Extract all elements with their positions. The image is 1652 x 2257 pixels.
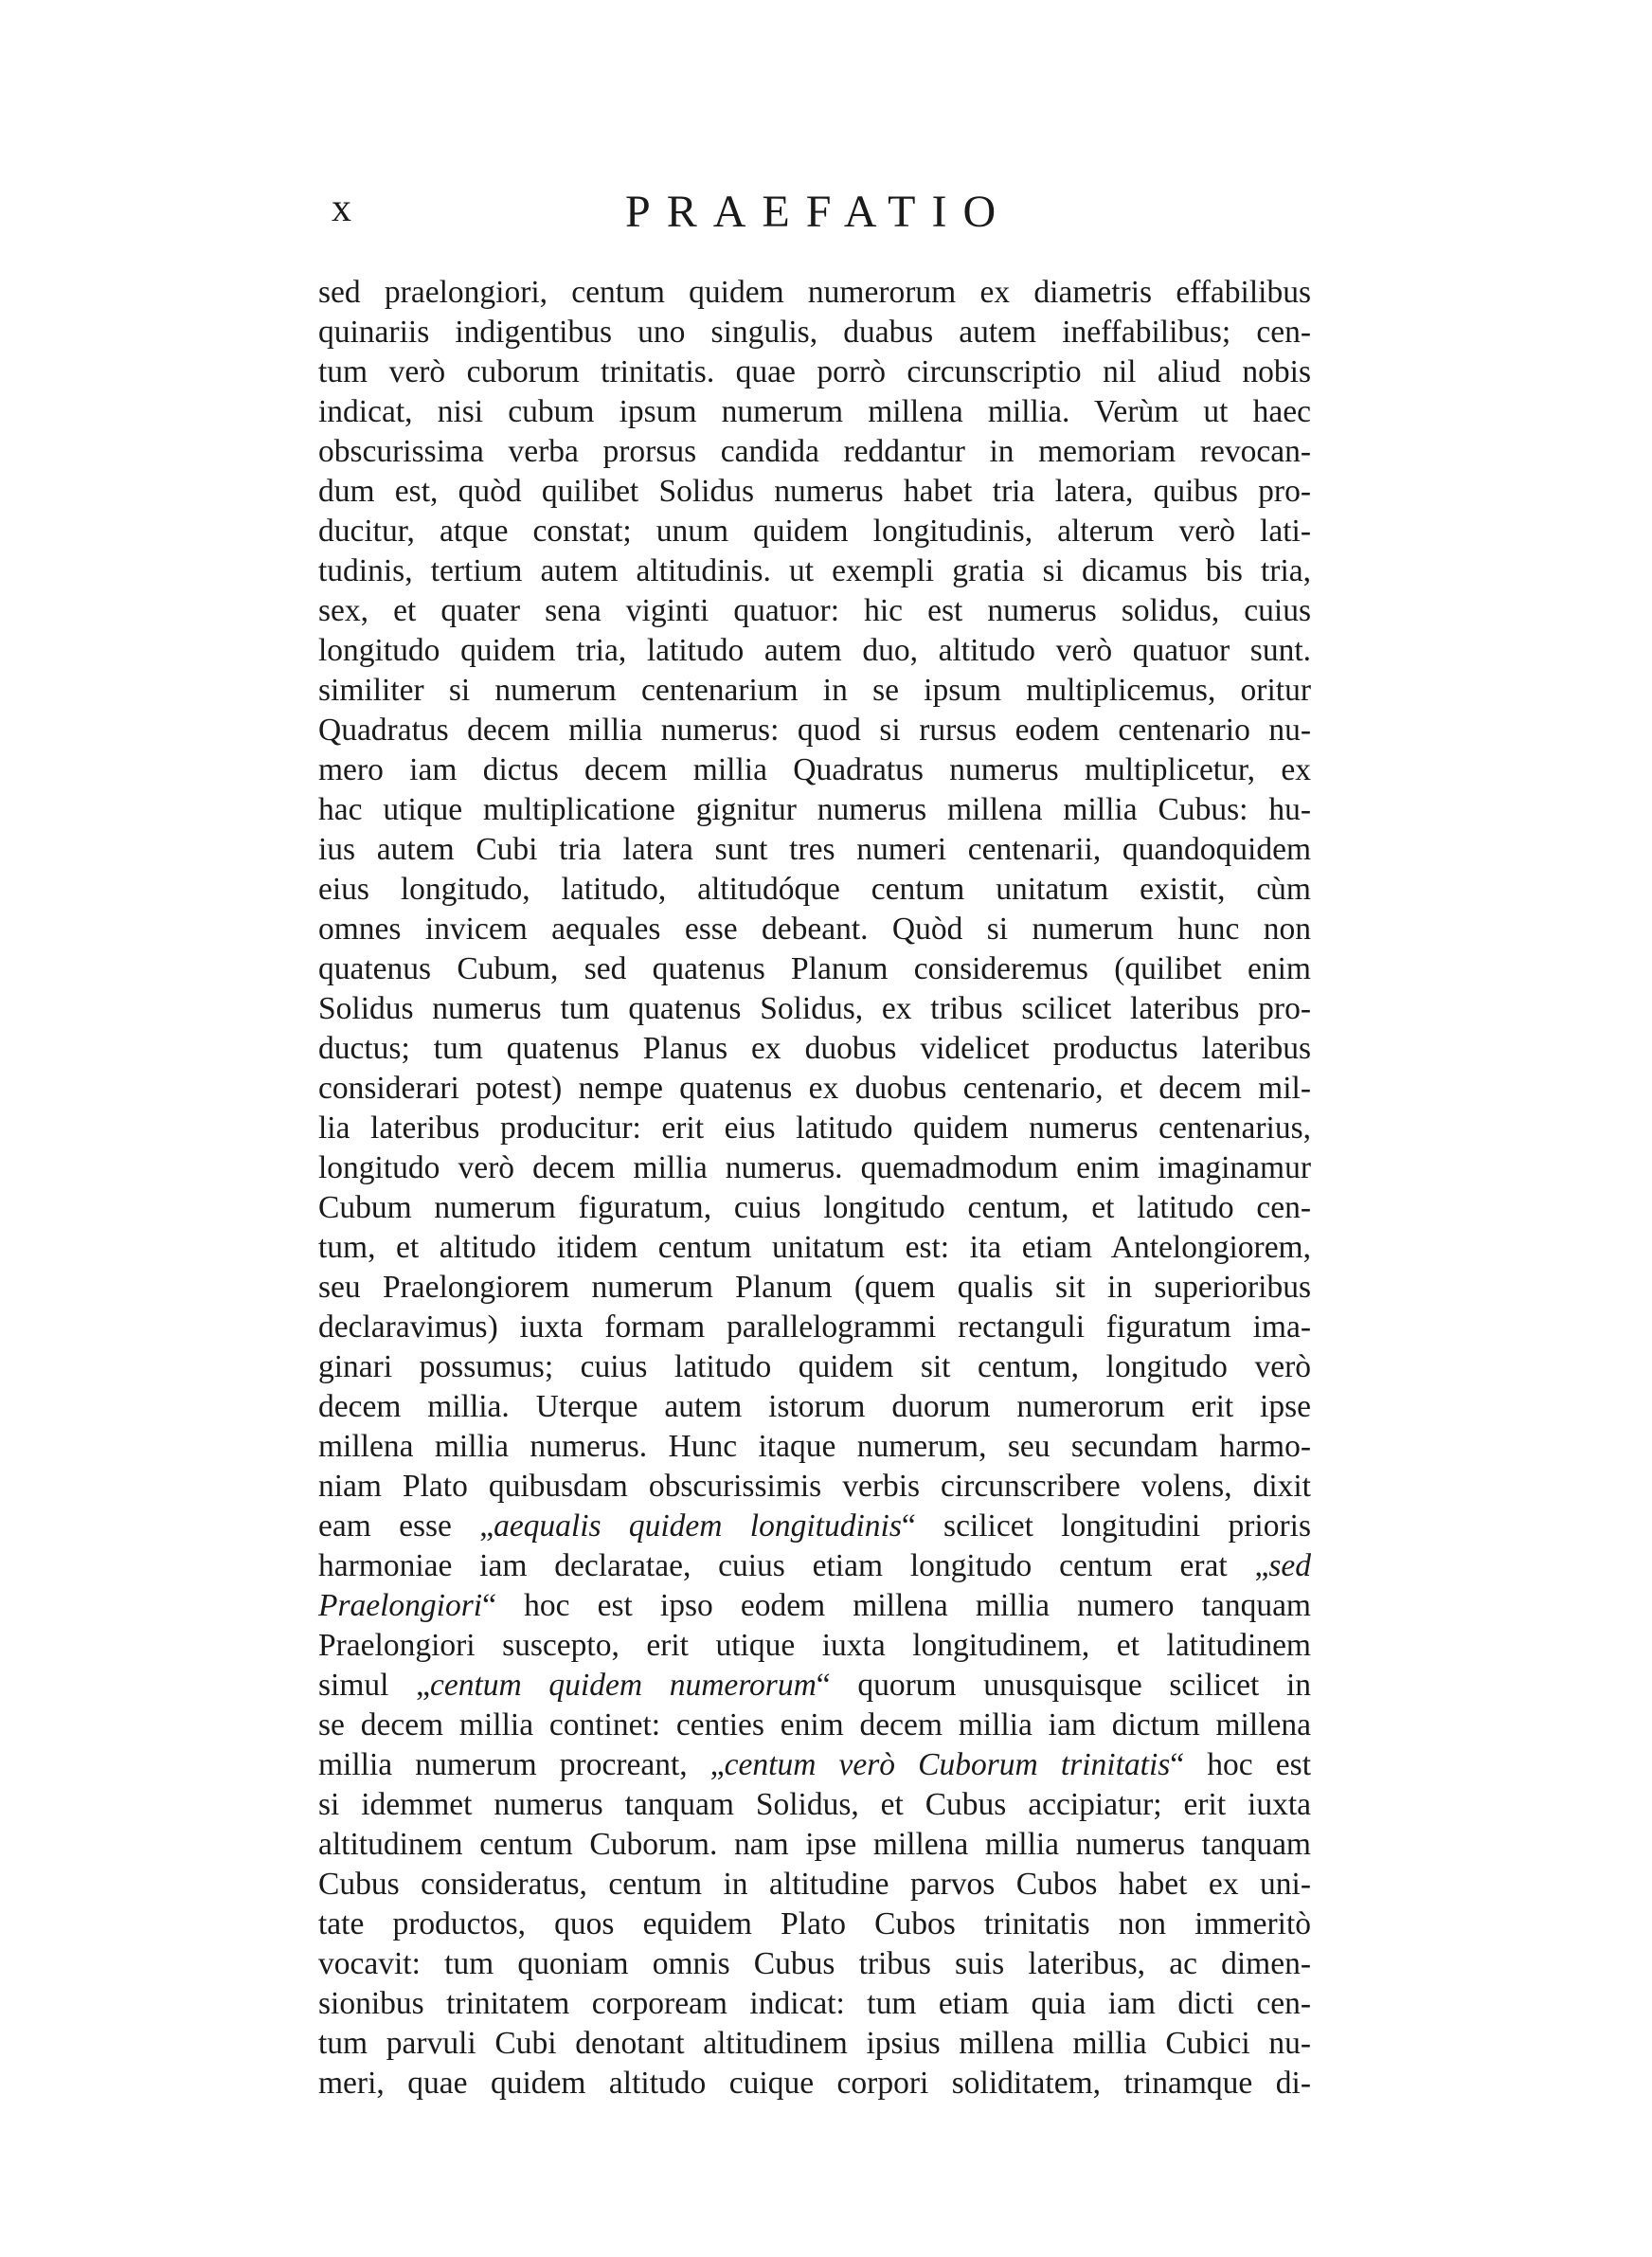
text-line: ducitur, atque constat; unum quidem longitudinis, alterum verò lati- xyxy=(318,514,1311,549)
text-line: sed praelongiori, centum quidem numerorum ex diametris effabilibus xyxy=(318,275,1311,310)
text-line: decem millia. Uterque autem istorum duorum numerorum erit ipse xyxy=(318,1389,1311,1424)
text-segment: millia numerum procreant, „ xyxy=(318,1747,725,1782)
page-header xyxy=(322,186,1307,243)
text-line: seu Praelongiorem numerum Planum (quem qualis sit in superioribus xyxy=(318,1270,1311,1305)
text-line: similiter si numerum centenarium in se ipsum multiplicemus, oritur xyxy=(318,673,1311,708)
running-title: PRAEFATIO xyxy=(625,187,1013,237)
text-line: considerari potest) nempe quatenus ex duobus centenario, et decem mil- xyxy=(318,1071,1311,1106)
text-segment: harmoniae iam declaratae, cuius etiam longitudo centum erat „ xyxy=(318,1548,1269,1583)
text-line: Praelongiori suscepto, erit utique iuxta longitudinem, et latitudinem xyxy=(318,1628,1311,1663)
italic-quotation: Praelongiori xyxy=(318,1588,483,1623)
text-line: longitudo verò decem millia numerus. quemadmodum enim imaginamur xyxy=(318,1150,1311,1185)
text-line: altitudinem centum Cuborum. nam ipse millena millia numerus tanquam xyxy=(318,1827,1311,1862)
text-line xyxy=(318,1745,1311,1785)
page-number: x xyxy=(332,187,353,230)
text-line: tum, et altitudo itidem centum unitatum est: ita etiam Antelongiorem, xyxy=(318,1230,1311,1265)
text-line: dum est, quòd quilibet Solidus numerus habet tria latera, quibus pro- xyxy=(318,474,1311,509)
text-segment: “ scilicet longitudini prioris xyxy=(901,1508,1311,1544)
text-line: tudinis, tertium autem altitudinis. ut exempli gratia si dicamus bis tria, xyxy=(318,553,1311,588)
body-text xyxy=(318,273,1311,2104)
text-line: longitudo quidem tria, latitudo autem duo, altitudo verò quatuor sunt. xyxy=(318,633,1311,668)
text-line: niam Plato quibusdam obscurissimis verbis circunscribere volens, dixit xyxy=(318,1469,1311,1504)
italic-quotation: centum verò Cuborum trinitatis xyxy=(724,1747,1171,1782)
text-line: Cubum numerum figuratum, cuius longitudo centum, et latitudo cen- xyxy=(318,1190,1311,1225)
text-line: omnes invicem aequales esse debeant. Quòd si numerum hunc non xyxy=(318,912,1311,947)
text-line: tate productos, quos equidem Plato Cubos trinitatis non immeritò xyxy=(318,1906,1311,1941)
text-line: ius autem Cubi tria latera sunt tres numeri centenarii, quandoquidem xyxy=(318,832,1311,867)
text-line: tum parvuli Cubi denotant altitudinem ipsius millena millia Cubici nu- xyxy=(318,2026,1311,2061)
text-line: hac utique multiplicatione gignitur numerus millena millia Cubus: hu- xyxy=(318,792,1311,827)
text-line xyxy=(318,1586,1311,1626)
text-line xyxy=(318,1507,1311,1546)
text-line: se decem millia continet: centies enim decem millia iam dictum millena xyxy=(318,1707,1311,1742)
text-line: declaravimus) iuxta formam parallelogrammi rectanguli figuratum ima- xyxy=(318,1309,1311,1345)
text-segment: “ quorum unusquisque scilicet in xyxy=(816,1668,1311,1703)
italic-quotation: sed xyxy=(1268,1548,1311,1583)
italic-quotation: centum quidem numerorum xyxy=(430,1668,817,1703)
text-segment: “ hoc est xyxy=(1170,1747,1312,1782)
text-line: obscurissima verba prorsus candida reddantur in memoriam revocan- xyxy=(318,434,1311,469)
text-line: Quadratus decem millia numerus: quod si rursus eodem centenario nu- xyxy=(318,713,1311,748)
text-line: lia lateribus producitur: erit eius latitudo quidem numerus centenarius, xyxy=(318,1110,1311,1146)
text-line: indicat, nisi cubum ipsum numerum millena millia. Verùm ut haec xyxy=(318,394,1311,429)
text-segment: eam esse „ xyxy=(318,1508,494,1544)
text-line: tum verò cuborum trinitatis. quae porrò circunscriptio nil aliud nobis xyxy=(318,354,1311,389)
text-line: eius longitudo, latitudo, altitudóque centum unitatum existit, cùm xyxy=(318,872,1311,907)
text-segment: simul „ xyxy=(318,1668,430,1703)
text-line: Solidus numerus tum quatenus Solidus, ex tribus scilicet lateribus pro- xyxy=(318,991,1311,1026)
text-line: sex, et quater sena viginti quatuor: hic est numerus solidus, cuius xyxy=(318,593,1311,628)
text-line xyxy=(318,1546,1311,1586)
text-line: mero iam dictus decem millia Quadratus numerus multiplicetur, ex xyxy=(318,752,1311,787)
text-line: quatenus Cubum, sed quatenus Planum consideremus (quilibet enim xyxy=(318,951,1311,986)
text-line: meri, quae quidem altitudo cuique corpori soliditatem, trinamque di- xyxy=(318,2066,1311,2101)
text-line xyxy=(318,1666,1311,1706)
text-line: quinariis indigentibus uno singulis, duabus autem ineffabilibus; cen- xyxy=(318,315,1311,350)
text-line: vocavit: tum quoniam omnis Cubus tribus suis lateribus, ac dimen- xyxy=(318,1946,1311,1981)
text-segment: “ hoc est ipso eodem millena millia numero tanquam xyxy=(482,1588,1311,1623)
text-line: Cubus consideratus, centum in altitudine parvos Cubos habet ex uni- xyxy=(318,1867,1311,1902)
text-line: si idemmet numerus tanquam Solidus, et Cubus accipiatur; erit iuxta xyxy=(318,1787,1311,1822)
text-line: sionibus trinitatem corpoream indicat: tum etiam quia iam dicti cen- xyxy=(318,1986,1311,2021)
text-line: ginari possumus; cuius latitudo quidem sit centum, longitudo verò xyxy=(318,1349,1311,1384)
italic-quotation: aequalis quidem longitudinis xyxy=(494,1508,902,1544)
text-line: ductus; tum quatenus Planus ex duobus videlicet productus lateribus xyxy=(318,1031,1311,1066)
text-line: millena millia numerus. Hunc itaque numerum, seu secundam harmo- xyxy=(318,1429,1311,1464)
